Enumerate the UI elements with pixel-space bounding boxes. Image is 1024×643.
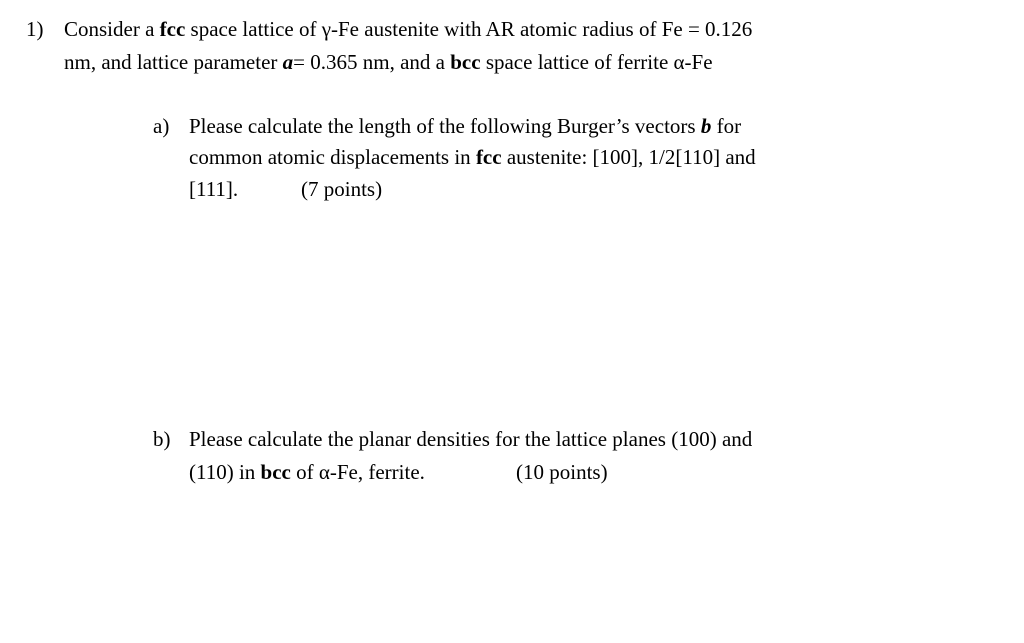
- text-segment: Please calculate the length of the following Burger’s vectors: [189, 114, 701, 138]
- text-segment: Consider a: [64, 17, 160, 41]
- text-segment: austenite: [100], 1/2[110] and: [501, 145, 756, 169]
- part-b-line-1: [189, 426, 752, 452]
- part-a-line-2: [189, 144, 756, 170]
- text-segment: [111].: [189, 177, 239, 201]
- points-text: (7 points): [301, 177, 383, 201]
- bold-term-fcc: fcc: [159, 17, 186, 41]
- part-a-label-text: a): [153, 114, 170, 138]
- points-text: (10 points): [516, 460, 608, 484]
- part-b-label: [153, 426, 171, 452]
- text-segment: = 0.365 nm, and a: [293, 50, 451, 74]
- text-segment: of α-Fe, ferrite.: [290, 460, 425, 484]
- question-line-2: [64, 49, 713, 75]
- text-segment: common atomic displacements in: [189, 145, 476, 169]
- part-a-line-1: [189, 113, 741, 139]
- text-segment: nm, and lattice parameter: [64, 50, 283, 74]
- bold-italic-b: b: [700, 114, 712, 138]
- part-a-label: [153, 113, 169, 139]
- text-segment: space lattice of ferrite α-Fe: [480, 50, 713, 74]
- question-line-1: [64, 16, 752, 42]
- text-segment: (110) in: [189, 460, 261, 484]
- question-number-text: 1): [26, 17, 44, 41]
- text-segment: for: [711, 114, 742, 138]
- part-b-line-2: [189, 459, 425, 485]
- text-segment: space lattice of γ-Fe austenite with AR atomic radius of Fe = 0.126: [185, 17, 753, 41]
- bold-term-fcc: fcc: [475, 145, 502, 169]
- question-number: [26, 16, 44, 42]
- part-b-label-text: b): [153, 427, 171, 451]
- text-segment: Please calculate the planar densities for the lattice planes (100) and: [189, 427, 753, 451]
- part-a-line-3: [189, 176, 238, 202]
- bold-italic-a: a: [282, 50, 294, 74]
- part-a-points: [301, 176, 382, 202]
- bold-term-bcc: bcc: [450, 50, 481, 74]
- bold-term-bcc: bcc: [260, 460, 291, 484]
- part-b-points: [516, 459, 608, 485]
